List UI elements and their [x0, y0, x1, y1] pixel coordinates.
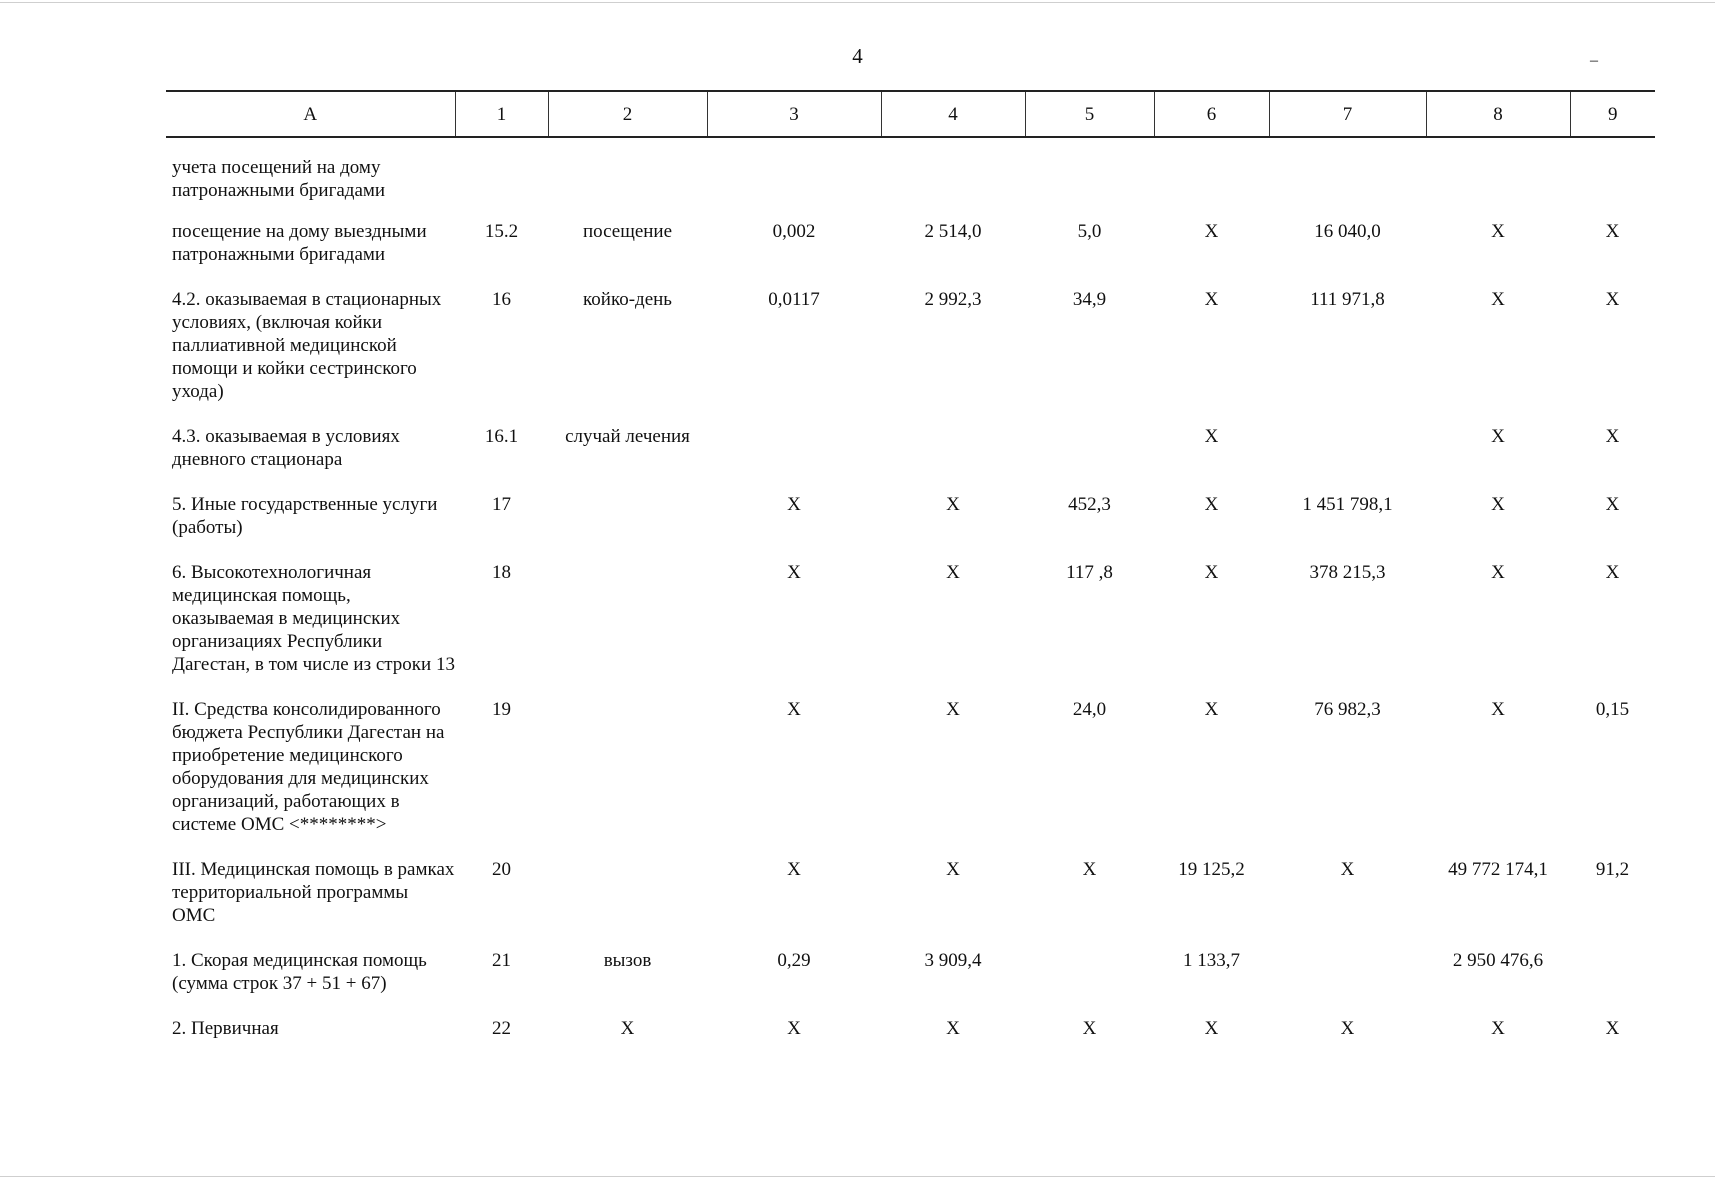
row-label-cell: учета посещений на дому патронажными бригадами — [172, 157, 386, 201]
table-cell — [707, 425, 881, 493]
table-cell: 17 — [492, 494, 511, 515]
table-body — [166, 137, 1655, 1062]
table-cell: X — [1204, 221, 1219, 242]
table-cell: X — [1340, 859, 1355, 880]
table-cell: 15.2 — [484, 221, 519, 242]
table-cell — [1154, 137, 1269, 220]
table-cell: 1 133,7 — [1183, 950, 1240, 971]
table-cell: 378 215,3 — [1309, 562, 1386, 583]
table-cell: 20 — [492, 859, 511, 880]
table-cell: X — [1082, 1018, 1097, 1039]
table-row — [166, 288, 1655, 425]
table-row — [166, 949, 1655, 1017]
table-cell: 117 ,8 — [1066, 562, 1113, 583]
column-header: 3 — [707, 91, 881, 137]
table-row — [166, 493, 1655, 561]
row-label-cell: II. Средства консолидированного бюджета Республики Дагестан на приобретение медицинского оборудования для медицинских организаций, работающих в системе ОМС <********> — [172, 699, 445, 835]
row-label-cell: 2. Первичная — [172, 1018, 279, 1039]
table-cell: X — [1491, 494, 1505, 515]
table-cell — [1570, 137, 1655, 220]
corner-mark: – — [1590, 52, 1598, 69]
table-cell: 2 514,0 — [924, 221, 982, 242]
table-cell: X — [1204, 1018, 1219, 1039]
table-cell: X — [946, 859, 960, 880]
table-cell: X — [946, 699, 960, 720]
table-cell — [548, 858, 707, 949]
page-number: 4 — [852, 44, 863, 68]
column-header: 6 — [1154, 91, 1269, 137]
table-cell: X — [1082, 859, 1097, 880]
table-row — [166, 561, 1655, 698]
row-label-cell: 5. Иные государственные услуги (работы) — [172, 494, 438, 538]
row-label-cell: 1. Скорая медицинская помощь (сумма строк 37 + 51 + 67) — [172, 950, 427, 994]
table-cell: X — [946, 494, 960, 515]
row-label-cell: III. Медицинская помощь в рамках территориальной программы ОМС — [172, 859, 455, 926]
table-cell: 22 — [492, 1018, 511, 1039]
table-cell — [1025, 137, 1154, 220]
scan-edge-top — [0, 2, 1715, 3]
table-row — [166, 698, 1655, 858]
row-label-cell: 6. Высокотехнологичная медицинская помощь, оказываемая в медицинских организациях Республики Дагестан, в том числе из строки 13 — [172, 562, 455, 675]
table-cell: 3 909,4 — [924, 950, 982, 971]
table-cell — [548, 137, 707, 220]
table-cell: X — [1605, 494, 1620, 515]
table-cell: 0,29 — [777, 950, 811, 971]
table-cell: X — [787, 562, 801, 583]
table-cell: X — [1204, 426, 1219, 447]
table-cell: X — [1340, 1018, 1355, 1039]
table-cell: X — [1491, 562, 1505, 583]
table-cell — [1025, 425, 1154, 493]
table-cell — [1269, 949, 1426, 1017]
column-header: 9 — [1570, 91, 1655, 137]
table-cell: X — [1605, 562, 1620, 583]
table-cell: 18 — [492, 562, 511, 583]
table-cell: 34,9 — [1072, 289, 1107, 310]
table-cell: 452,3 — [1068, 494, 1111, 515]
column-header: 4 — [881, 91, 1025, 137]
table-cell: X — [620, 1018, 635, 1039]
table-cell: койко-день — [583, 289, 672, 310]
column-header: 1 — [455, 91, 548, 137]
column-header: 7 — [1269, 91, 1426, 137]
table-cell — [548, 561, 707, 698]
table-header-row — [166, 91, 1655, 137]
table-cell: 5,0 — [1077, 221, 1102, 242]
table-cell: X — [1605, 221, 1620, 242]
table-cell: 19 125,2 — [1178, 859, 1245, 880]
table-cell — [1025, 949, 1154, 1017]
table-cell — [1269, 425, 1426, 493]
table-cell — [455, 137, 548, 220]
table-row — [166, 858, 1655, 949]
table-cell: X — [946, 562, 960, 583]
table-cell: случай лечения — [565, 426, 690, 447]
table-cell — [707, 137, 881, 220]
table-cell: 0,15 — [1595, 699, 1630, 720]
table-cell: X — [1204, 494, 1219, 515]
table-cell: 21 — [492, 950, 511, 971]
table-cell: X — [787, 859, 801, 880]
table-cell: 76 982,3 — [1314, 699, 1381, 720]
table-cell: 111 971,8 — [1310, 289, 1385, 310]
table-cell: X — [1605, 289, 1620, 310]
table-cell: 49 772 174,1 — [1448, 859, 1548, 880]
table-row — [166, 137, 1655, 220]
table-cell: X — [1491, 426, 1505, 447]
table-cell — [1570, 949, 1655, 1017]
table-row — [166, 1017, 1655, 1062]
column-header: 5 — [1025, 91, 1154, 137]
table-cell: 0,0117 — [768, 289, 820, 310]
table-cell: X — [1491, 221, 1505, 242]
column-header: 8 — [1426, 91, 1570, 137]
table-cell: 0,002 — [772, 221, 816, 242]
table-cell: X — [787, 494, 801, 515]
table-cell: X — [787, 1018, 801, 1039]
table-cell — [881, 137, 1025, 220]
table-row — [166, 220, 1655, 288]
table-cell: 24,0 — [1072, 699, 1107, 720]
data-table — [166, 90, 1655, 1062]
table-row — [166, 425, 1655, 493]
scan-edge-bottom — [0, 1176, 1715, 1177]
column-header: А — [166, 91, 455, 137]
column-header: 2 — [548, 91, 707, 137]
table-cell: X — [1204, 562, 1219, 583]
table-cell — [548, 493, 707, 561]
table-cell: X — [1204, 289, 1219, 310]
table-cell: X — [1491, 1018, 1505, 1039]
table-cell: X — [1605, 426, 1620, 447]
table-cell — [1426, 137, 1570, 220]
row-label-cell: 4.3. оказываемая в условиях дневного стационара — [172, 426, 400, 470]
row-label-cell: 4.2. оказываемая в стационарных условиях, (включая койки паллиативной медицинской помощи и койки сестринского ухода) — [172, 289, 442, 402]
table-cell: 2 950 476,6 — [1452, 950, 1544, 971]
table-cell: 2 992,3 — [924, 289, 982, 310]
table-cell: 16 — [492, 289, 511, 310]
table-cell: 1 451 798,1 — [1302, 494, 1393, 515]
table-cell: X — [787, 699, 801, 720]
table-cell: X — [1491, 699, 1505, 720]
table-cell: вызов — [603, 950, 652, 971]
table-cell: X — [946, 1018, 960, 1039]
table-cell: X — [1204, 699, 1219, 720]
table-cell — [1269, 137, 1426, 220]
table-cell: X — [1491, 289, 1505, 310]
table-cell: 19 — [492, 699, 511, 720]
table-cell: 91,2 — [1595, 859, 1630, 880]
table-cell — [548, 698, 707, 858]
row-label-cell: посещение на дому выездными патронажными бригадами — [172, 221, 427, 265]
table-cell: X — [1605, 1018, 1620, 1039]
table-cell: посещение — [582, 221, 673, 242]
table-cell: 16 040,0 — [1314, 221, 1381, 242]
table-cell: 16.1 — [484, 426, 519, 447]
table-cell — [881, 425, 1025, 493]
